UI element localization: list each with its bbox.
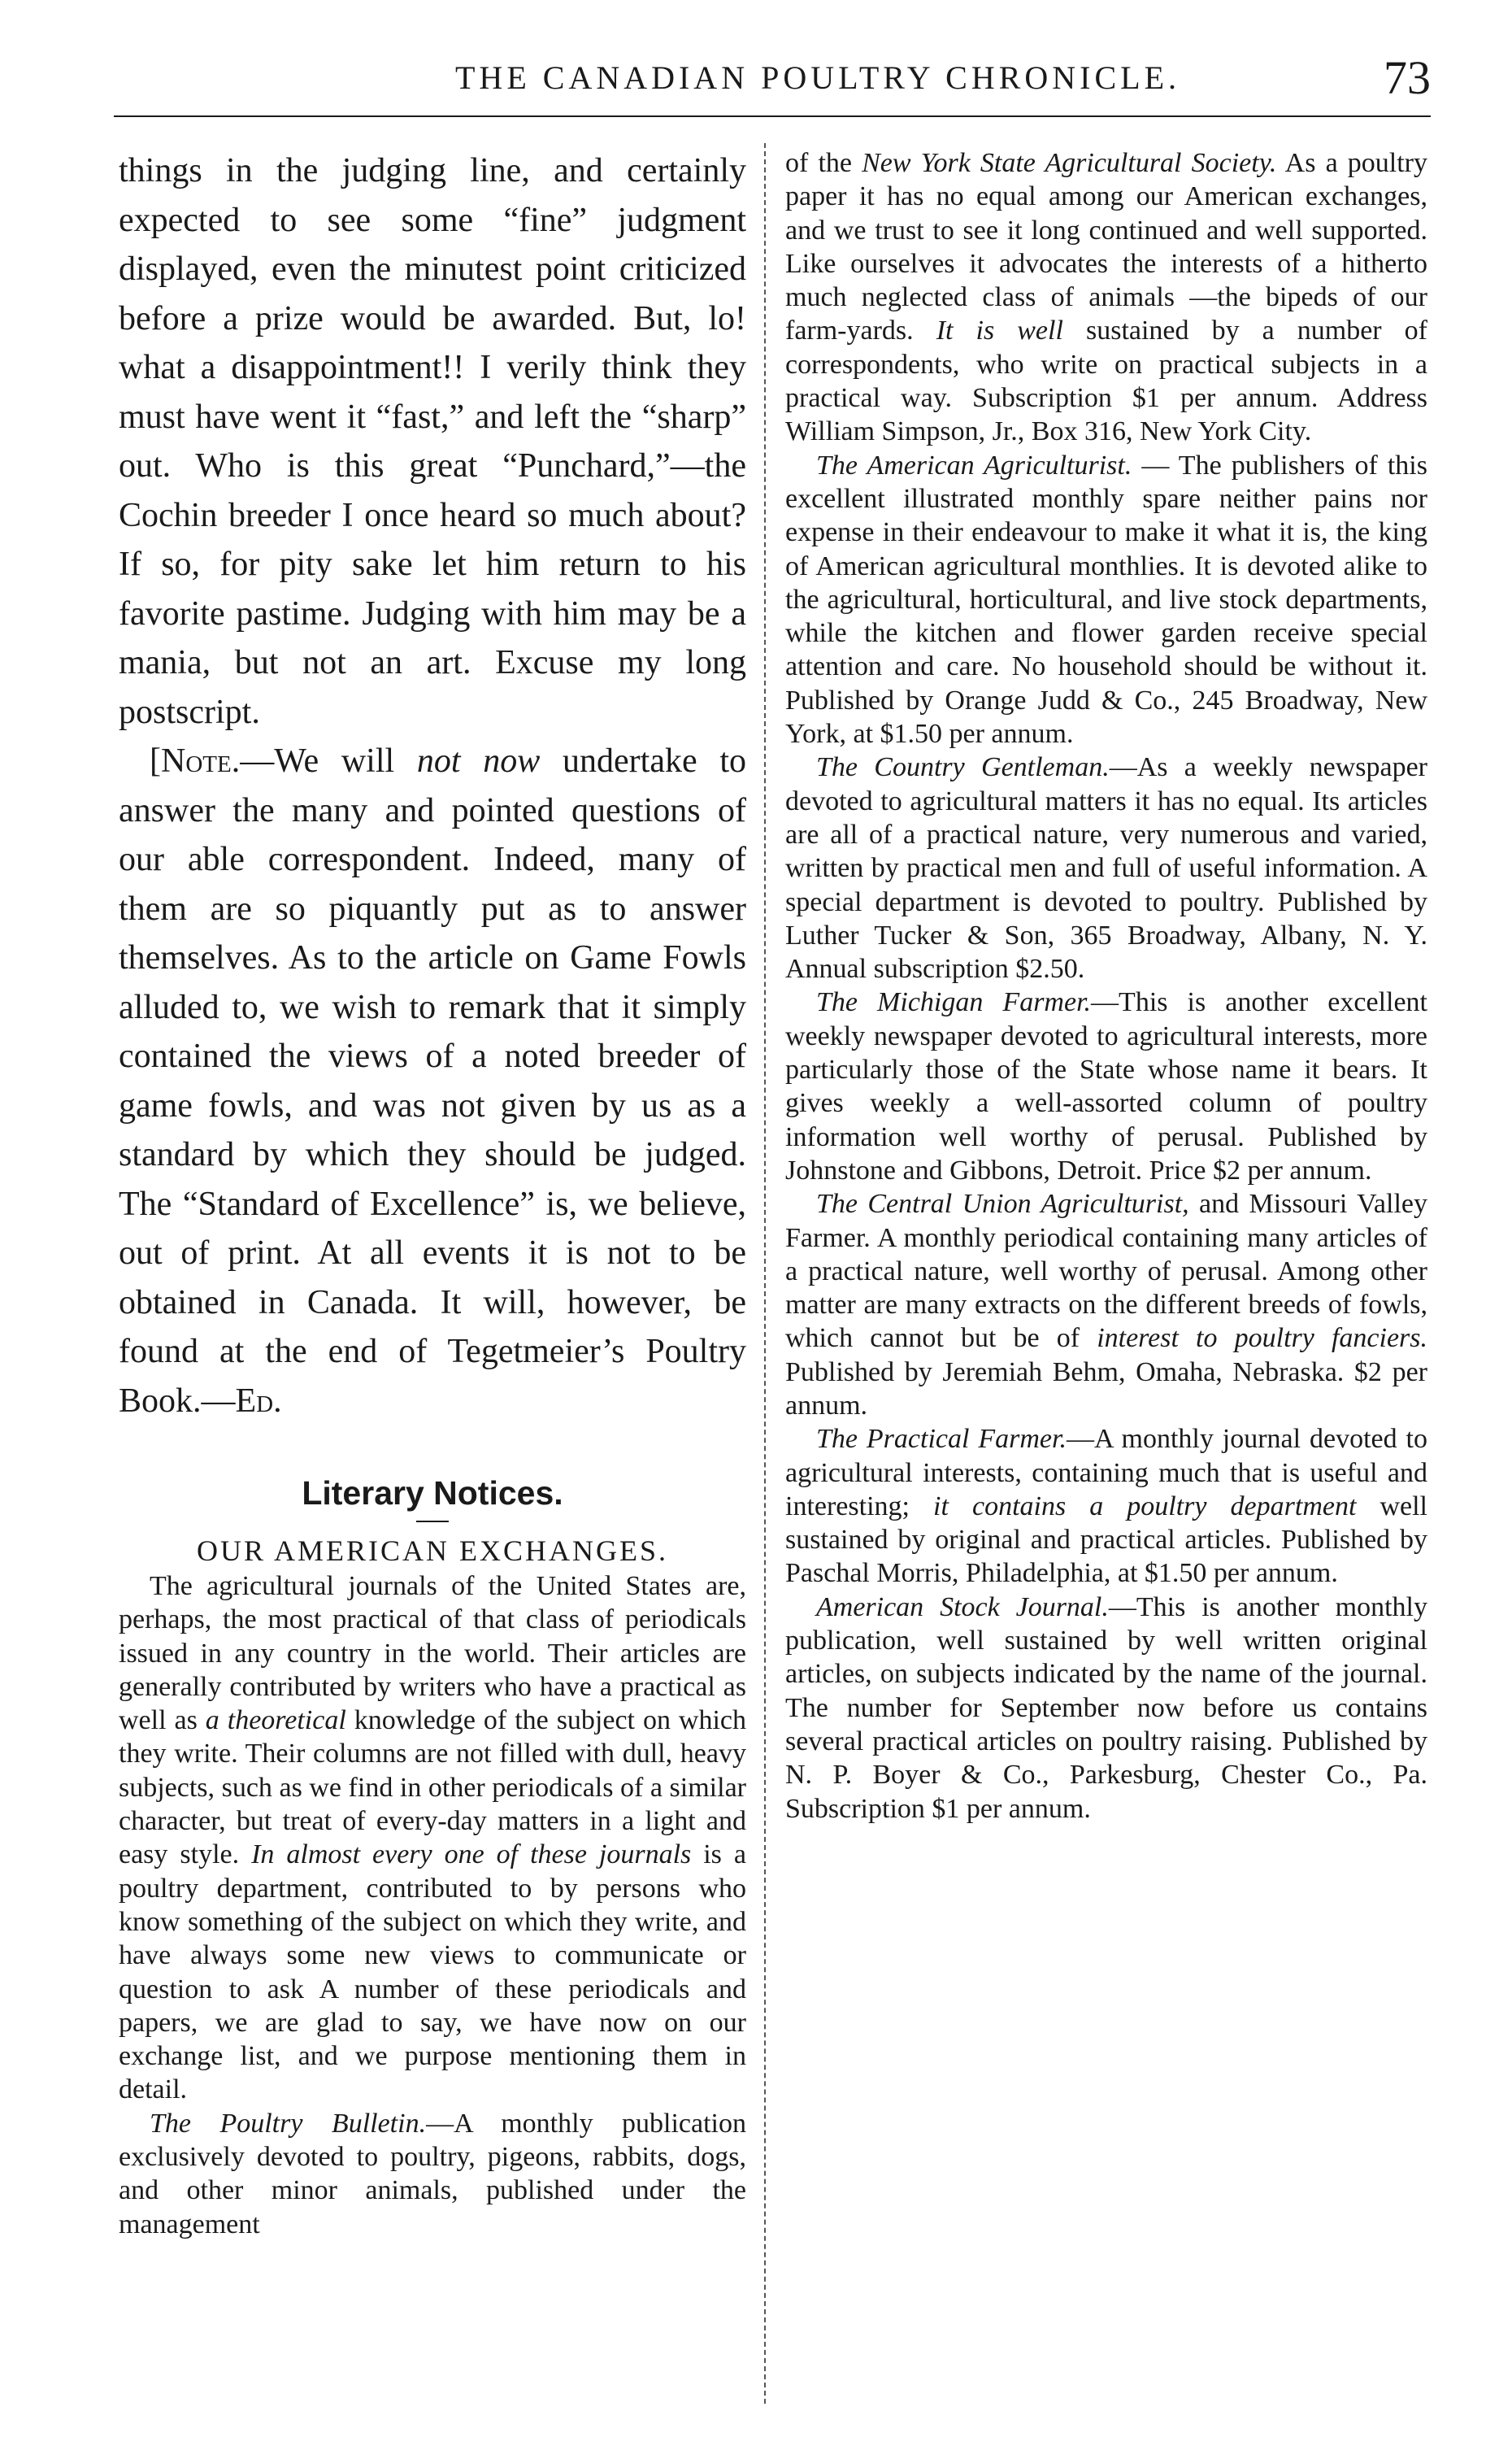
right-column	[785, 146, 1427, 1826]
left-column	[119, 146, 746, 2241]
note-text: —We will	[240, 742, 417, 780]
journal-description: —This is another monthly publication, well sustained by well written original articles, on subjects indicated by the name of the journal. The number for September now before us contains several practical articles on poultry raising. Published by N. P. Boyer & Co., Parkesburg, Chester Co., Pa. Subscription $1 per annum.	[785, 1591, 1428, 1824]
central-union-paragraph	[785, 1187, 1427, 1422]
intro-paragraph	[119, 1569, 746, 2107]
intro-text-b: knowledge of the subject on which they write. Their columns are not filled with dull, heavy subjects, such as we find in other periodicals of a similar character, but treat of every-day matters in a light and easy style.	[119, 1705, 747, 1870]
journal-description-tail: well sustained by original and practical articles. Published by Paschal Morris, Philadelphia, at $1.50 per annum.	[785, 1491, 1428, 1589]
intro-emphasis-a: a theoretical	[205, 1705, 346, 1736]
note-emphasis: not now	[416, 742, 541, 780]
journal-title: The Poultry Bulletin.	[150, 2108, 427, 2139]
column-divider	[764, 143, 766, 2404]
intro-text-a: The agricultural journals of the United States are, perhaps, the most practical of that class of periodicals issued in any country in the world. Their articles are generally contributed by writers who have a practical as well as	[119, 1571, 746, 1736]
letter-text: things in the judging line, and certainly expected to see some “fine” judgment displayed, even the minutest point criticized before a prize would be awarded. But, lo! what a disappointment!! I verily think they must have went it “fast,” and left the “sharp” out. Who is this great “Punchard,”—the Cochin breeder I once heard so much about? If so, for pity sake let him return to his favorite pastime. Judging with him may be a mania, but not an art. Excuse my long postscript.	[119, 152, 746, 731]
page-number: 73	[1384, 51, 1431, 104]
sub-title: OUR AMERICAN EXCHANGES.	[196, 1534, 669, 1567]
note-label: Note.	[161, 742, 241, 780]
letter-paragraph	[119, 146, 746, 737]
poultry-bulletin-continued	[785, 146, 1427, 449]
para-emphasis: interest to poultry fanciers.	[1097, 1323, 1427, 1354]
para-text: of the	[785, 148, 862, 178]
american-agriculturist-paragraph	[785, 449, 1427, 751]
journal-title: The Practical Farmer.	[816, 1424, 1067, 1455]
journal-description: —This is another excellent weekly newspaper devoted to agricultural interests, more particularly those of the State whose name it bears. It gives weekly a well-assorted column of poultry information well worthy of perusal. Published by Johnstone and Gibbons, Detroit. Price $2 per annum.	[785, 987, 1428, 1186]
practical-farmer-paragraph	[785, 1422, 1427, 1590]
journal-description: —A monthly journal devoted to agricultural interests, containing much that is useful and interesting;	[785, 1424, 1427, 1521]
running-head	[114, 50, 1431, 115]
poultry-bulletin-paragraph	[119, 2107, 746, 2241]
stock-journal-paragraph	[785, 1591, 1427, 1826]
journal-description: and Missouri Valley Farmer. A monthly periodical containing many articles of a practical nature, well worthy of perusal. Among other matter are many extracts on the different breeds of fowls, which cannot but be of	[785, 1189, 1427, 1354]
exchanges-article	[119, 1569, 746, 2241]
note-signature: Ed.	[235, 1382, 282, 1420]
journal-description: —As a weekly newspaper devoted to agricultural matters it has no equal. Its articles are all of a practical nature, very numerous and varied, written by practical men and full of useful information. A special department is devoted to poultry. Published by Luther Tucker & Son, 365 Broadway, Albany, N. Y. Annual subscription $2.50.	[785, 752, 1427, 985]
journal-description: —A monthly publication exclusively devoted to poultry, pigeons, rabbits, dogs, and other minor animals, published under the management	[119, 2108, 746, 2239]
journal-title: American Stock Journal.	[816, 1591, 1109, 1622]
journal-description-tail: Published by Jeremiah Behm, Omaha, Nebraska. $2 per annum.	[785, 1356, 1427, 1421]
para-text: sustained by a number of correspondents, who write on practical subjects in a practical way. Subscription $1 per annum. Address William Simpson, Jr., Box 316, New York City.	[785, 316, 1427, 447]
michigan-farmer-paragraph	[785, 986, 1427, 1187]
letter-continuation	[119, 146, 746, 1425]
running-title: THE CANADIAN POULTRY CHRONICLE.	[455, 59, 1181, 96]
note-bracket: [	[150, 742, 161, 780]
journal-title: The Michigan Farmer.	[816, 987, 1092, 1018]
intro-emphasis-b: In almost every one of these journals	[251, 1839, 692, 1870]
para-emphasis: It is well	[936, 316, 1063, 346]
journal-description: — The publishers of this excellent illustrated monthly spare neither pains nor expense in their endeavour to make it what it is, the king of American agricultural monthlies. It is devoted alike to the agricultural, horticultural, and live stock departments, while the kitchen and flower garden receive special attention and care. No household should be without it. Published by Orange Judd & Co., 245 Broadway, New York, at $1.50 per annum.	[785, 450, 1427, 750]
society-name: New York State Agricultural Society.	[862, 148, 1277, 178]
title-rule	[416, 1521, 449, 1522]
journal-title: The Country Gentleman.	[816, 752, 1110, 783]
journal-title: The Central Union Agriculturist,	[816, 1189, 1189, 1220]
note-body: undertake to answer the many and pointed questions of our able correspondent. Indeed, many of them are so piquantly put as to answer themselves. As to the article on Game Fowls alluded to, we wish to remark that it simply contained the views of a noted breeder of game fowls, and was not given by us as a standard by which they should be judged. The “Standard of Excellence” is, we believe, out of print. At all events it is not to be obtained in Canada. It will, however, be found at the end of Tegetmeier’s Poultry Book.—	[119, 742, 746, 1420]
para-text: As a poultry paper it has no equal among our American exchanges, and we trust to see it long continued and well supported. Like ourselves it advocates the interests of a hitherto much neglected class of animals —the bipeds of our farm-yards.	[785, 148, 1428, 346]
header-rule	[114, 115, 1431, 117]
para-emphasis: it contains a poultry department	[933, 1491, 1357, 1521]
section-title: Literary Notices.	[302, 1474, 563, 1512]
editor-note	[119, 737, 746, 1425]
intro-text-c: is a poultry department, contributed to by persons who know something of the subject on which they write, and have always some new views to communicate or question to ask A number of these periodicals and papers, we are glad to say, we have now on our exchange list, and we purpose mentioning them in detail.	[119, 1839, 746, 2105]
country-gentleman-paragraph	[785, 751, 1427, 986]
journal-title: The American Agriculturist.	[816, 450, 1132, 481]
